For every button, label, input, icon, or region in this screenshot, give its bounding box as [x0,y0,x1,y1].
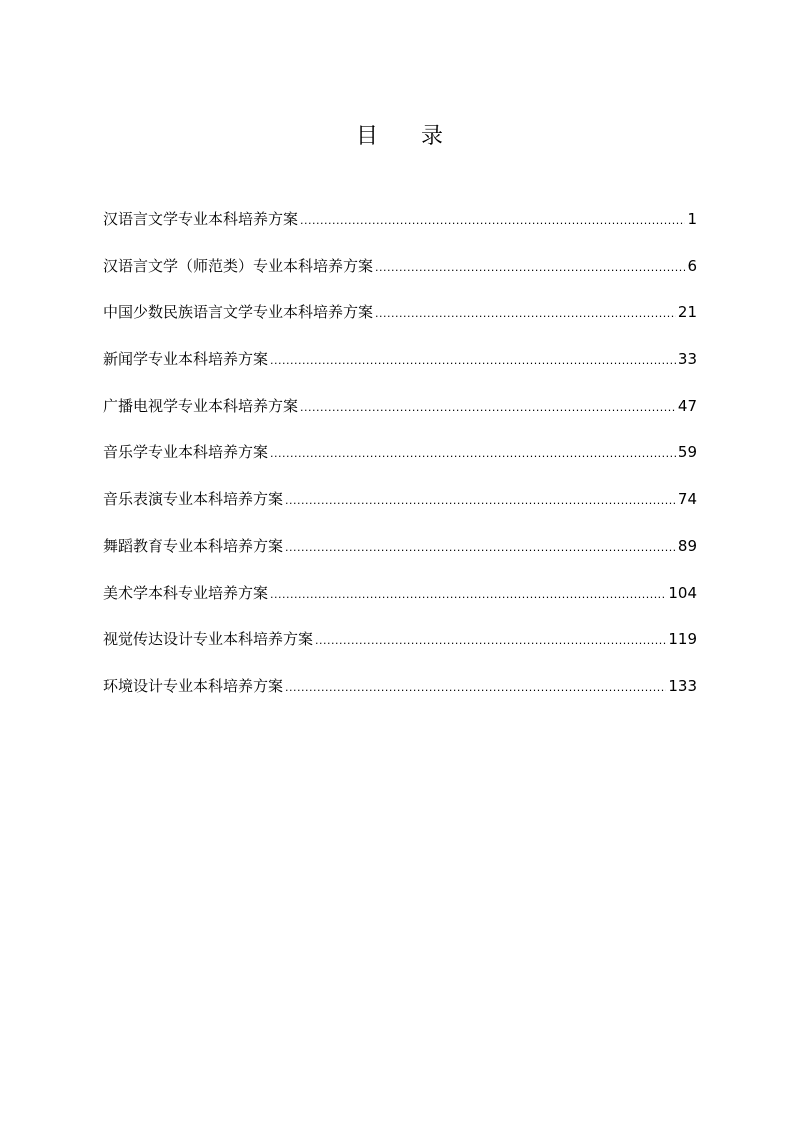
toc-dot-leader [285,535,676,561]
toc-entry-label: 舞蹈教育专业本科培养方案 [103,536,284,555]
toc-dot-leader [270,582,666,608]
toc-dot-leader [375,301,676,327]
toc-entry-page: 104 [668,583,697,602]
toc-entry[interactable] [103,673,697,720]
toc-dot-leader [270,348,676,374]
toc-entry-label: 广播电视学专业本科培养方案 [103,396,299,415]
toc-entry-page: 21 [677,303,697,322]
toc-entry-label: 中国少数民族语言文学专业本科培养方案 [103,303,374,322]
toc-entry-label: 汉语言文学专业本科培养方案 [103,210,299,228]
toc-entry-label: 美术学本科专业培养方案 [103,583,269,602]
toc-entry-label: 新闻学专业本科培养方案 [103,350,269,369]
toc-entry-label: 汉语言文学（师范类）专业本科培养方案 [103,256,374,275]
toc-entry[interactable] [103,580,697,627]
toc-entry[interactable] [103,346,697,393]
toc-entry-page: 119 [668,630,697,649]
toc-entry[interactable] [103,626,697,673]
toc-entry-label: 音乐学专业本科培养方案 [103,443,269,462]
toc-entry-label: 环境设计专业本科培养方案 [103,676,284,695]
toc-entry[interactable] [103,393,697,440]
toc-entry[interactable] [103,439,697,486]
toc-dot-leader [270,441,676,467]
toc-dot-leader [300,208,685,234]
toc-entry[interactable] [103,533,697,580]
toc-entry-page: 47 [677,396,697,415]
toc-dot-leader [315,628,666,654]
toc-title: 目 录 [356,124,461,149]
toc-entry-page: 6 [687,256,697,275]
toc-dot-leader [285,675,666,701]
toc-entry-page: 74 [677,490,697,509]
toc-entry-page: 133 [668,676,697,695]
toc-entry-page: 33 [677,350,697,369]
toc-dot-leader [375,255,685,281]
toc-dot-leader [300,395,676,421]
toc-entry-page: 89 [677,536,697,555]
toc-entry[interactable] [103,253,697,300]
toc-entry[interactable] [103,486,697,533]
toc-dot-leader [285,488,676,514]
toc-list [103,206,697,720]
toc-entry[interactable] [103,299,697,346]
toc-entry[interactable] [103,206,697,253]
toc-entry-label: 音乐表演专业本科培养方案 [103,490,284,509]
toc-entry-page: 1 [687,210,697,228]
toc-entry-page: 59 [677,443,697,462]
toc-entry-label: 视觉传达设计专业本科培养方案 [103,630,314,649]
